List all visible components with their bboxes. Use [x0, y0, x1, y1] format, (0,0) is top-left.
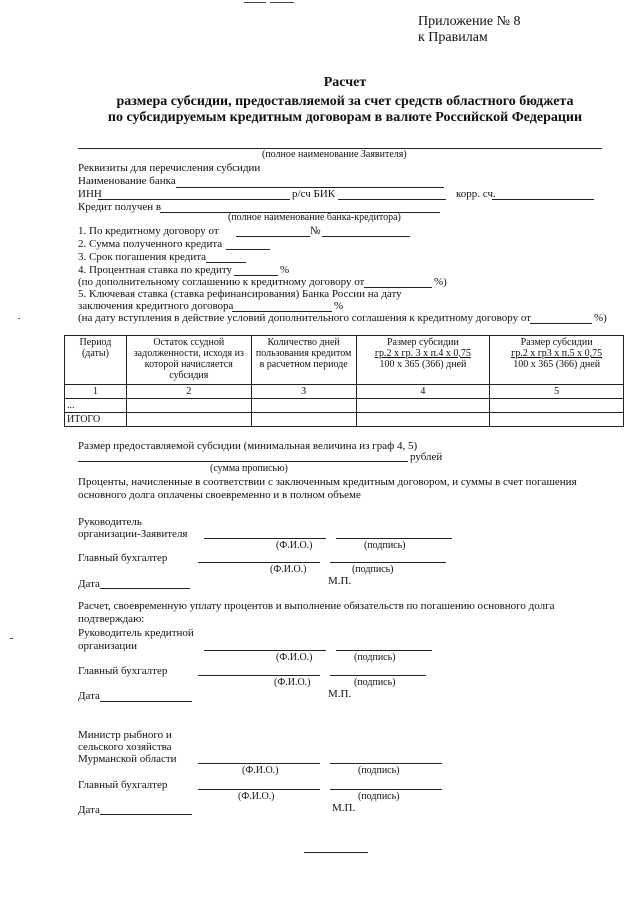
bank-name-label: Наименование банка [78, 175, 176, 187]
title-line-2: размера субсидии, предоставляемой за счет средств областного бюджета [116, 94, 574, 109]
table-cell[interactable] [251, 413, 356, 427]
bank-accountant-label: Главный бухгалтер [78, 665, 168, 677]
fio-hint: (Ф.И.О.) [238, 791, 275, 802]
item-key-rate-note: (на дату вступления в действие условий дополнительного соглашения к кредитному договору от [78, 312, 531, 324]
confirm-text-1: Расчет, своевременную уплату процентов и выполнение обязательств по погашению основного долга [78, 600, 555, 612]
item-credit-amount: 2. Сумма полученного кредита [78, 238, 223, 250]
bank-accountant-fio-line[interactable] [198, 675, 320, 676]
inn-line[interactable] [98, 199, 290, 200]
subsidy-rate-denominator: 100 х 365 (366) дней [379, 359, 467, 370]
account-label: р/сч БИК [292, 188, 336, 200]
scan-mark [244, 2, 266, 3]
subsidy-table [64, 335, 624, 427]
table-cell[interactable] [126, 399, 251, 413]
credit-amount-line[interactable] [226, 249, 270, 250]
bank-date-label: Дата [78, 690, 100, 702]
table-cell[interactable] [490, 399, 624, 413]
minister-accountant-label: Главный бухгалтер [78, 779, 168, 791]
col-balance-header: Остаток ссудной задолженности, исходя из которой начисляется субсидия [126, 336, 251, 385]
bank-head-label-1: Руководитель кредитной [78, 627, 194, 639]
minister-label-3: Мурманской области [78, 753, 177, 765]
sum-words-hint: (сумма прописью) [210, 463, 288, 474]
minister-date-label: Дата [78, 804, 100, 816]
bank-head-fio-line[interactable] [204, 650, 326, 651]
sign-hint: (подпись) [354, 652, 396, 663]
key-rate-percent: % [334, 300, 344, 312]
subsidy-key-denominator: 100 х 365 (366) дней [513, 359, 601, 370]
table-row [65, 399, 624, 413]
bottom-divider [304, 852, 368, 853]
minister-fio-line[interactable] [198, 763, 320, 764]
subsidy-key-title: Размер субсидии [520, 337, 593, 348]
table-cell[interactable] [356, 413, 490, 427]
rubles-label: рублей [410, 451, 443, 463]
fio-hint: (Ф.И.О.) [276, 540, 313, 551]
subsidy-key-formula: гр.2 х гр3 х п.5 х 0,75 [511, 348, 603, 359]
stamp-place: М.П. [328, 575, 352, 587]
col-days-header: Количество дней пользования кредитом в расчетном периоде [251, 336, 356, 385]
sign-hint: (подпись) [364, 540, 406, 551]
head-label-2: организации-Заявителя [78, 528, 188, 540]
table-cell[interactable] [490, 413, 624, 427]
minister-accountant-sign-line[interactable] [330, 789, 442, 790]
head-label-1: Руководитель [78, 516, 142, 528]
scan-mark [270, 2, 294, 3]
col-period-header: Период (даты) [65, 336, 127, 385]
item-key-rate-line2: заключения кредитного договора [78, 300, 234, 312]
item-interest-note: (по дополнительному соглашению к кредитному договору от [78, 276, 365, 288]
item-interest-rate: 4. Процентная ставка по кредиту [78, 264, 233, 276]
bank-stamp-place: М.П. [328, 688, 352, 700]
accountant-fio-line[interactable] [198, 562, 320, 563]
contract-number-line[interactable] [322, 236, 410, 237]
date-line[interactable] [100, 588, 190, 589]
minister-label-2: сельского хозяйства [78, 741, 172, 753]
subsidy-words-line[interactable] [78, 461, 408, 462]
corr-line[interactable] [492, 199, 594, 200]
total-label: ИТОГО [65, 413, 127, 427]
requisites-label: Реквизиты для перечисления субсидии [78, 162, 261, 174]
table-cell[interactable] [251, 399, 356, 413]
subsidy-rate-formula: гр.2 х гр. 3 х п.4 х 0,75 [374, 348, 471, 359]
fio-hint: (Ф.И.О.) [274, 677, 311, 688]
appendix-number: Приложение № 8 [418, 14, 521, 29]
inn-label: ИНН [78, 188, 102, 200]
interest-note-end: %) [434, 276, 447, 288]
confirm-text-2: подтверждаю: [78, 613, 145, 625]
date-label: Дата [78, 578, 100, 590]
table-cell-period[interactable]: ... [65, 399, 127, 413]
key-rate-note-line[interactable] [530, 323, 592, 324]
col-subsidy-key-header [490, 336, 624, 385]
minister-date-line[interactable] [100, 814, 192, 815]
paid-statement-1: Проценты, начисленные в соответствии с заключенным кредитным договором, и суммы в счет погашения [78, 476, 577, 488]
item-credit-contract: 1. По кредитному договору от [78, 225, 219, 237]
minister-stamp-place: М.П. [332, 802, 356, 814]
col-number: 1 [65, 385, 127, 399]
table-cell[interactable] [356, 399, 490, 413]
contract-no-sign: № [310, 225, 321, 237]
appendix-rules: к Правилам [418, 30, 488, 45]
title-line-3: по субсидируемым кредитным договорам в валюте Российской Федерации [107, 110, 583, 125]
bank-date-line[interactable] [100, 701, 192, 702]
scan-speck [18, 318, 20, 319]
head-fio-line[interactable] [204, 538, 326, 539]
table-total-row [65, 413, 624, 427]
table-cell[interactable] [126, 413, 251, 427]
subsidy-rate-title: Размер субсидии [386, 337, 459, 348]
credit-bank-hint: (полное наименование банка-кредитора) [228, 212, 401, 223]
item-repayment-term: 3. Срок погашения кредита [78, 251, 207, 263]
table-number-row [65, 385, 624, 399]
col-number: 5 [490, 385, 624, 399]
corr-label: корр. сч. [456, 188, 496, 200]
contract-date-line[interactable] [236, 236, 310, 237]
repayment-term-line[interactable] [206, 262, 246, 263]
bank-head-sign-line[interactable] [336, 650, 432, 651]
minister-label-1: Министр рыбного и [78, 729, 172, 741]
col-number: 2 [126, 385, 251, 399]
accountant-label: Главный бухгалтер [78, 552, 168, 564]
interest-rate-percent: % [280, 264, 290, 276]
head-sign-line[interactable] [336, 538, 452, 539]
sign-hint: (подпись) [358, 765, 400, 776]
col-subsidy-rate-header [356, 336, 490, 385]
minister-sign-line[interactable] [330, 763, 442, 764]
fio-hint: (Ф.И.О.) [242, 765, 279, 776]
sign-hint: (подпись) [358, 791, 400, 802]
credit-in-label: Кредит получен в [78, 201, 162, 213]
minister-accountant-fio-line[interactable] [198, 789, 320, 790]
fio-hint: (Ф.И.О.) [276, 652, 313, 663]
item-key-rate: 5. Ключевая ставка (ставка рефинансирования) Банка России на дату [78, 288, 402, 300]
bik-line[interactable] [338, 199, 446, 200]
key-rate-note-end: %) [594, 312, 607, 324]
scan-speck [10, 638, 13, 639]
col-number: 4 [356, 385, 490, 399]
sign-hint: (подпись) [354, 677, 396, 688]
bank-accountant-sign-line[interactable] [330, 675, 426, 676]
title-line-1: Расчет [323, 75, 367, 90]
fio-hint: (Ф.И.О.) [270, 564, 307, 575]
subsidy-size-label: Размер предоставляемой субсидии (минимальная величина из граф 4, 5) [78, 440, 418, 452]
bank-head-label-2: организации [78, 640, 138, 652]
col-number: 3 [251, 385, 356, 399]
table-header-row [65, 336, 624, 385]
paid-statement-2: основного долга оплачены своевременно и в полном объеме [78, 489, 361, 501]
accountant-sign-line[interactable] [330, 562, 446, 563]
sign-hint: (подпись) [352, 564, 394, 575]
applicant-hint: (полное наименование Заявителя) [262, 149, 407, 160]
